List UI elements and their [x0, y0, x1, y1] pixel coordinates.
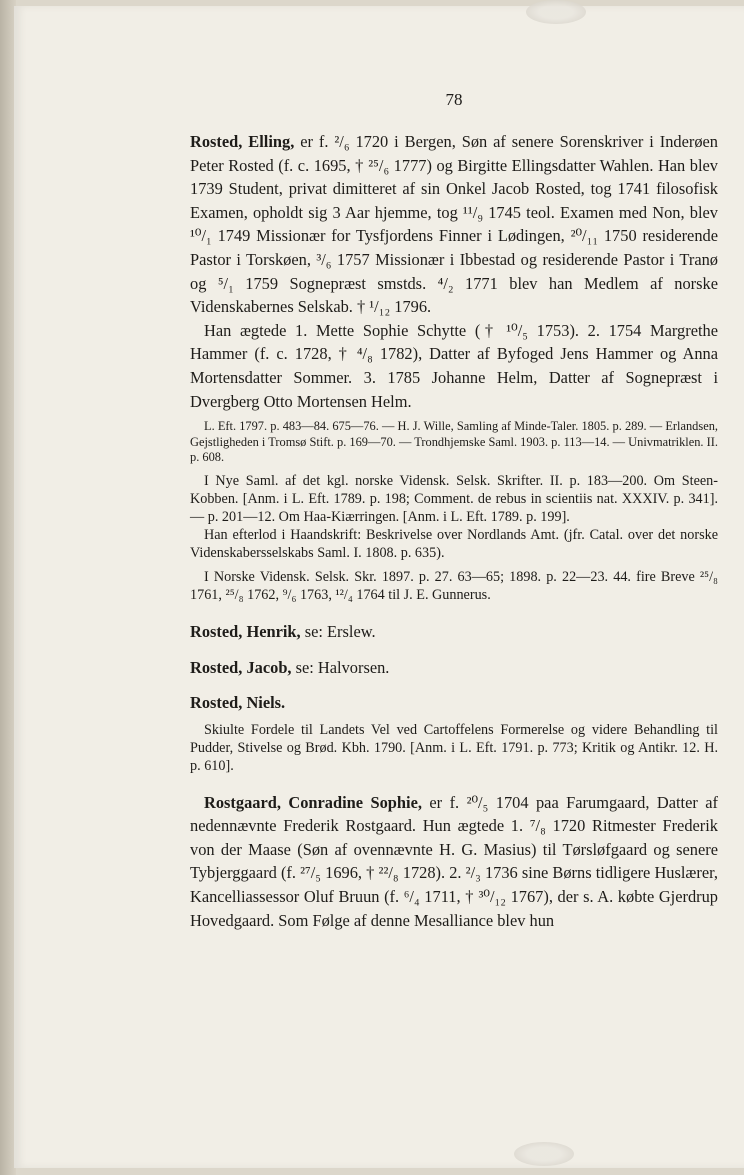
entry-marriage: Han ægtede 1. Mette Sophie Schytte († ¹⁰/₅ 1753). 2. 1754 Margrethe Hammer (f. c. 1728, † ⁴/₈ 1782), Datter af Byfoged Jens Hammer og Anna Mortensdatter Sommer. 3. 1785 Johanne Helm, Datter af Sognepræst i Dvergberg Otto Mortensen Helm. [190, 320, 718, 411]
entry-rosted-elling [190, 130, 718, 319]
entry-body: se: Halvorsen. [291, 657, 390, 677]
entry-heading: Rostgaard, Conradine Sophie, [204, 792, 422, 812]
punch-hole-bottom [514, 1142, 574, 1166]
entry-heading: Rosted, Henrik, [190, 621, 301, 641]
entry-rosted-jacob [190, 656, 718, 680]
entry-body: se: Erslew. [300, 621, 376, 641]
page-number: 78 [445, 90, 463, 109]
punch-hole-top [526, 0, 586, 24]
page-content [190, 90, 718, 932]
entry-works: Skiulte Fordele til Landets Vel ved Cartoffelens Formerelse og videre Behandling til Pudder, Stivelse og Brød. Kbh. 1790. [Anm. i L. Eft. 1791. p. 773; Kritik og Antikr. 12. H. p. 610]. [190, 721, 718, 774]
entry-rosted-niels [190, 691, 718, 715]
entry-rosted-henrik [190, 620, 718, 644]
entry-rostgaard-conradine [190, 791, 718, 933]
entry-heading: Rosted, Niels. [190, 693, 286, 713]
entry-body: er f. ²/₆ 1720 i Bergen, Søn af senere Sorenskriver i Inderøen Peter Rosted (f. c. 1695, † ²⁵/₆ 1777) og Birgitte Ellingsdatter Wahlen. Han blev 1739 Student, privat dimitteret af sin Onkel Jacob Rosted, tog 1741 filosofisk Examen, opholdt sig 3 Aar hjemme, tog ¹¹/₉ 1745 teol. Examen med Non, blev ¹⁰/₁ 1749 Missionær for Tysfjordens Finner i Lødingen, ²⁰/₁₁ 1750 residerende Pastor i Torskøen, ³/₆ 1757 Missionær i Ibbestad og residerende Pastor i Tranø og ⁵/₁ 1759 Sognepræst smstds. ⁴/₂ 1771 blev han Medlem af norske Videnskabernes Selskab. † ¹/₁₂ 1796. [190, 132, 718, 317]
entry-heading: Rosted, Elling, [190, 132, 295, 151]
entry-heading: Rosted, Jacob, [190, 657, 292, 677]
entry-body: er f. ²⁰/₅ 1704 paa Farumgaard, Datter af nedennævnte Frederik Rostgaard. Hun ægtede 1. ⁷/₈ 1720 Ritmester Frederik von der Maase (Søn af ovennævnte H. G. Masius) til Tørsløfgaard og senere Tybjerggaard (f. ²⁷/₅ 1696, † ²²/₈ 1728). 2. ²/₃ 1736 sine Børns tidligere Huslærer, Kancelliassessor Oluf Bruun (f. ⁶/₄ 1711, † ³⁰/₁₂ 1767), der s. A. købte Gjerdrup Hovedgaard. Som Følge af denne Mesalliance blev hun [190, 792, 718, 930]
entry-works: I Norske Vidensk. Selsk. Skr. 1897. p. 27. 63—65; 1898. p. 22—23. 44. fire Breve ²⁵/₈ 1761, ²⁵/₈ 1762, ⁹/₆ 1763, ¹²/₄ 1764 til J. E. Gunnerus. [190, 568, 718, 603]
entry-references: L. Eft. 1797. p. 483—84. 675—76. — H. J. Wille, Samling af Minde-Taler. 1805. p. 289. — Erlandsen, Gejstligheden i Tromsø Stift. p. 169—70. — Trondhjemske Saml. 1903. p. 113—14. — Univmatriklen. II. p. 608. [190, 419, 718, 465]
entry-works: Han efterlod i Haandskrift: Beskrivelse over Nordlands Amt. (jfr. Catal. over det norske Videnskabersselskabs Saml. I. 1808. p. 635). [190, 526, 718, 561]
entry-works: I Nye Saml. af det kgl. norske Vidensk. Selsk. Skrifter. II. p. 183—200. Om Steen-Kobben. [Anm. i L. Eft. 1789. p. 198; Comment. de rebus in scientiis nat. XXXIV. p. 341]. — p. 201—12. Om Haa-Kiærringen. [Anm. i L. Eft. 1789. p. 199]. [190, 472, 718, 525]
